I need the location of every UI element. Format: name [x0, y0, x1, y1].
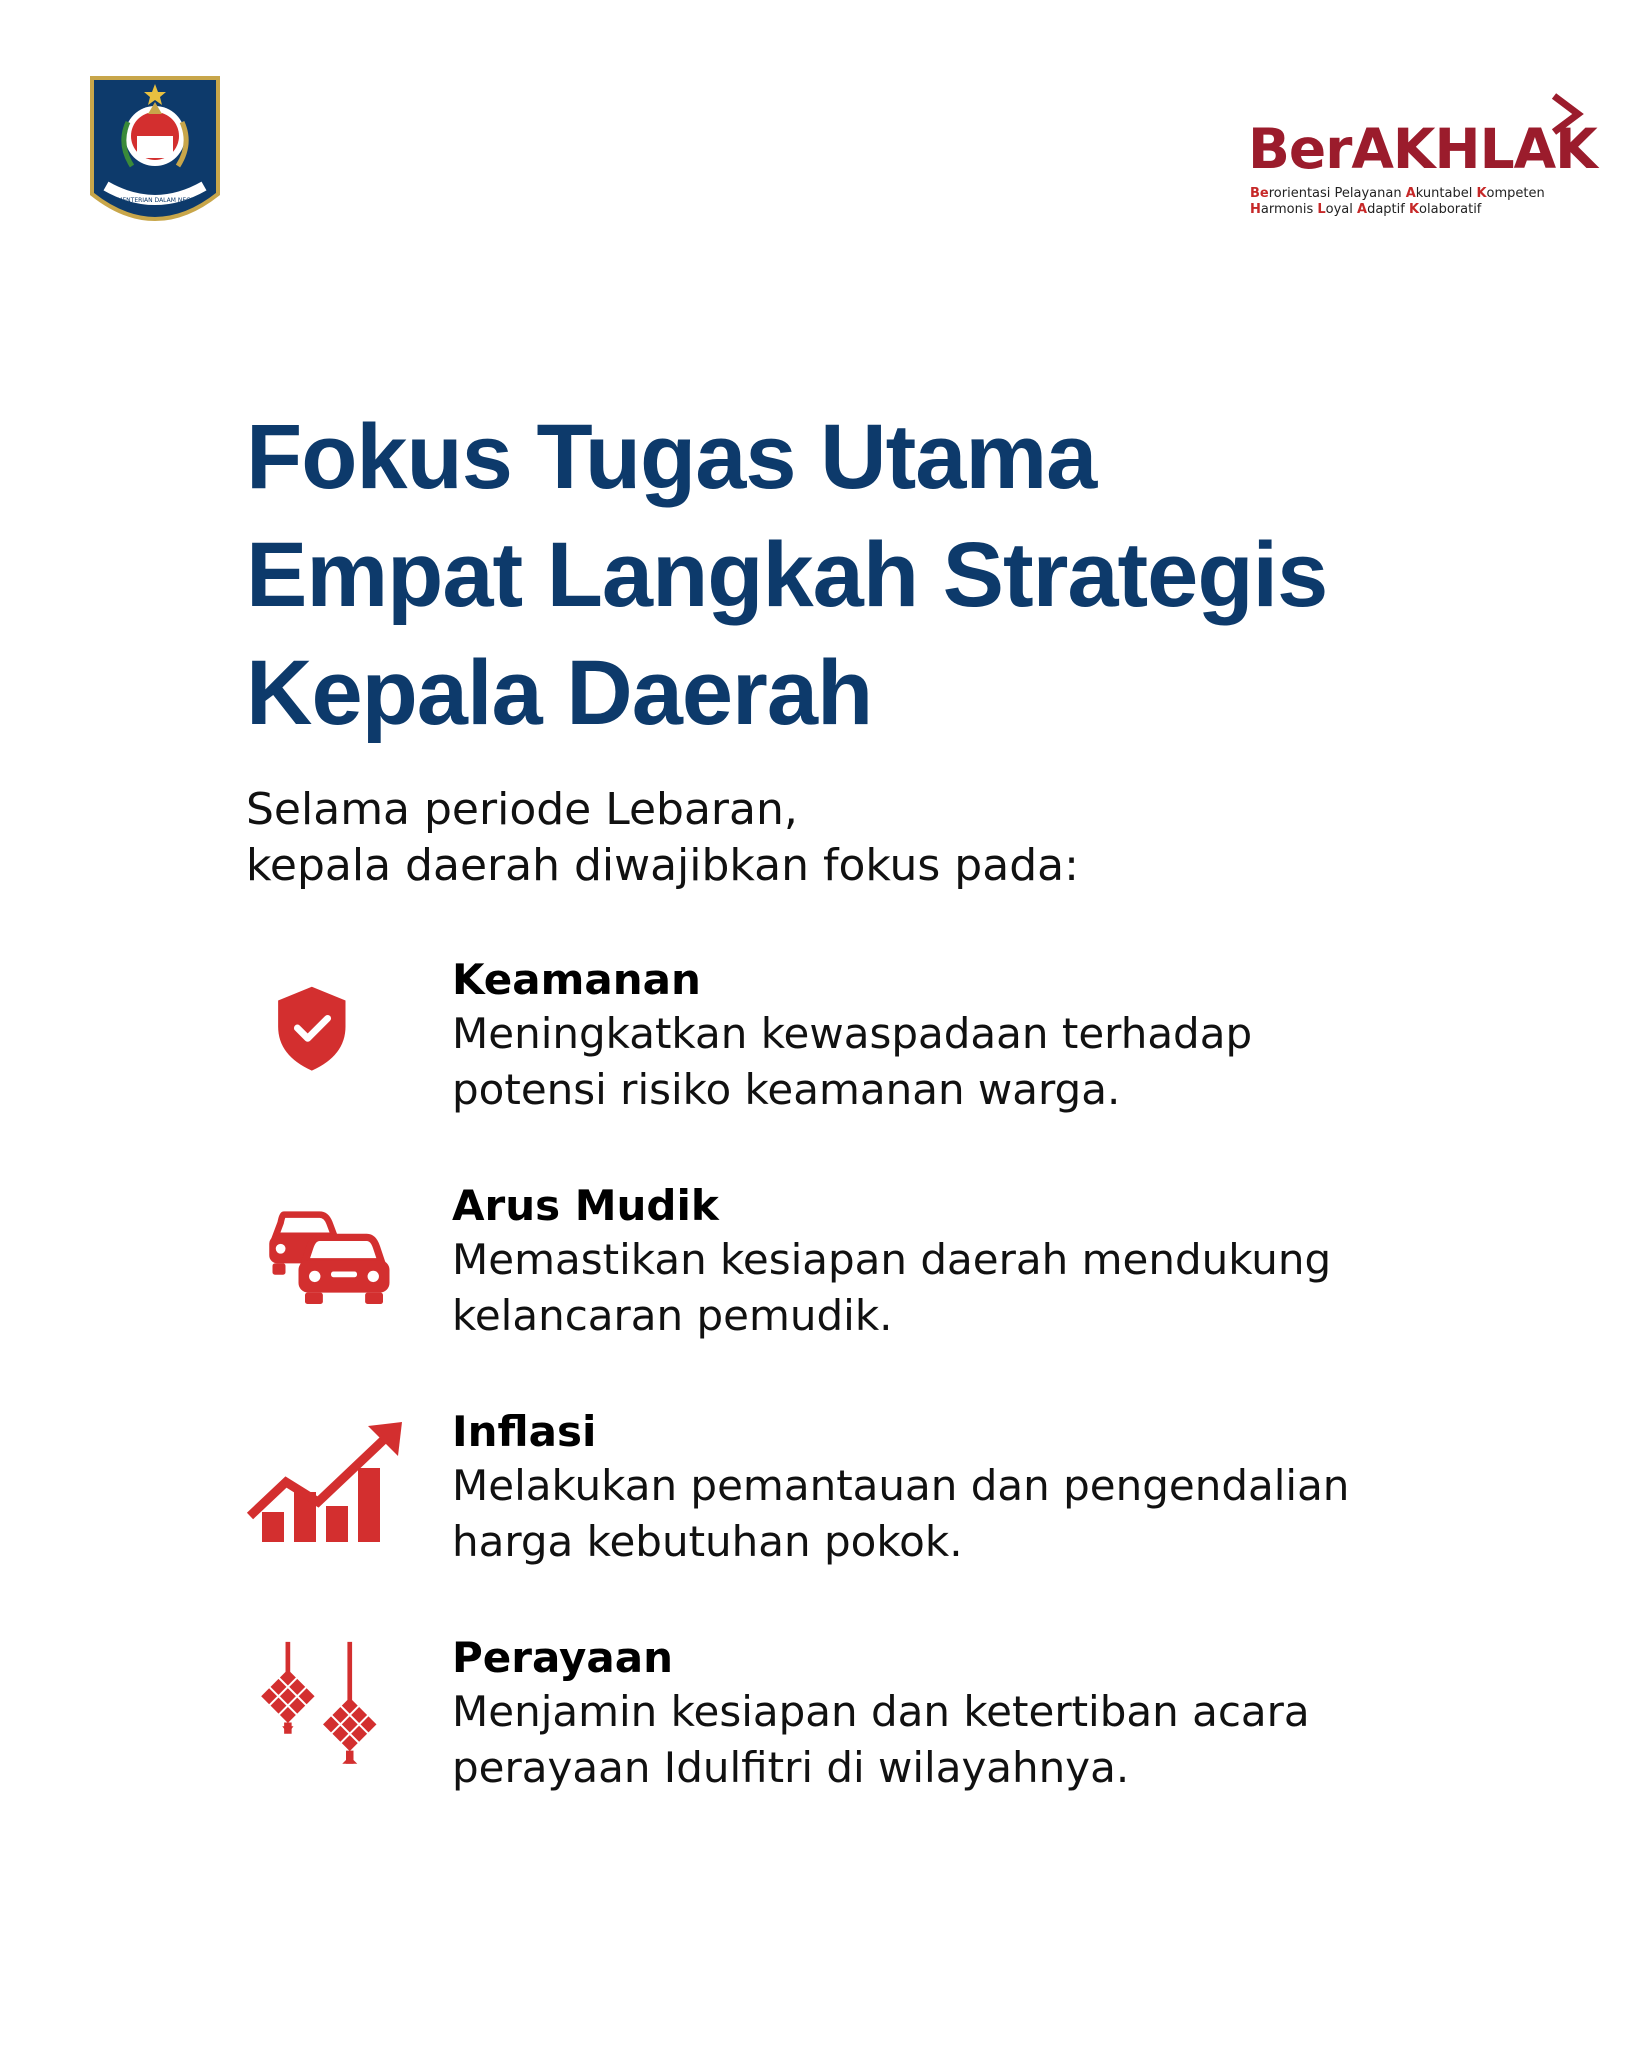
item-description-line-2: perayaan Idulfitri di wilayahnya.	[452, 1743, 1130, 1792]
title-line-2: Empat Langkah Strategis	[246, 524, 1328, 626]
focus-item-perayaan	[246, 1632, 1546, 1822]
growth-chart-icon	[246, 1416, 406, 1546]
item-heading: Inflasi	[452, 1407, 597, 1456]
item-heading: Perayaan	[452, 1633, 673, 1682]
ketupat-icon	[256, 1640, 406, 1790]
brand-tagline-line2: Harmonis Loyal Adaptif Kolaboratif	[1250, 202, 1482, 217]
title-line-3: Kepala Daerah	[246, 642, 873, 744]
item-description-line-1: Memastikan kesiapan daerah mendukung	[452, 1235, 1332, 1284]
item-description-line-1: Menjamin kesiapan dan ketertiban acara	[452, 1687, 1310, 1736]
shield-check-icon	[274, 974, 384, 1104]
focus-item-arus-mudik	[246, 1180, 1546, 1370]
item-description-line-2: potensi risiko keamanan warga.	[452, 1065, 1121, 1114]
brand-tagline	[1250, 186, 1590, 218]
intro-line-1: Selama periode Lebaran,	[246, 784, 798, 835]
brand-tagline-line1: Berorientasi Pelayanan Akuntabel Kompeten	[1250, 186, 1545, 201]
focus-item-inflasi	[246, 1406, 1546, 1596]
emblem-ribbon-text: KEMENTERIAN DALAM NEGERI	[109, 197, 201, 204]
item-description-line-2: harga kebutuhan pokok.	[452, 1517, 963, 1566]
cars-icon	[256, 1200, 406, 1330]
item-description-line-1: Melakukan pemantauan dan pengendalian	[452, 1461, 1350, 1510]
focus-item-keamanan	[246, 954, 1546, 1144]
ministry-emblem-logo	[88, 74, 222, 242]
item-description-line-2: kelancaran pemudik.	[452, 1291, 893, 1340]
item-heading: Keamanan	[452, 955, 701, 1004]
title-line-1: Fokus Tugas Utama	[246, 406, 1097, 508]
berakhlak-logo	[1248, 92, 1597, 222]
chevron-right-icon	[1550, 92, 1584, 136]
page-title	[246, 398, 1546, 752]
item-heading: Arus Mudik	[452, 1181, 719, 1230]
brand-name: BerAKHLAK	[1248, 117, 1597, 181]
intro-line-2: kepala daerah diwajibkan fokus pada:	[246, 840, 1079, 891]
intro-text	[246, 782, 1446, 894]
item-description-line-1: Meningkatkan kewaspadaan terhadap	[452, 1009, 1253, 1058]
